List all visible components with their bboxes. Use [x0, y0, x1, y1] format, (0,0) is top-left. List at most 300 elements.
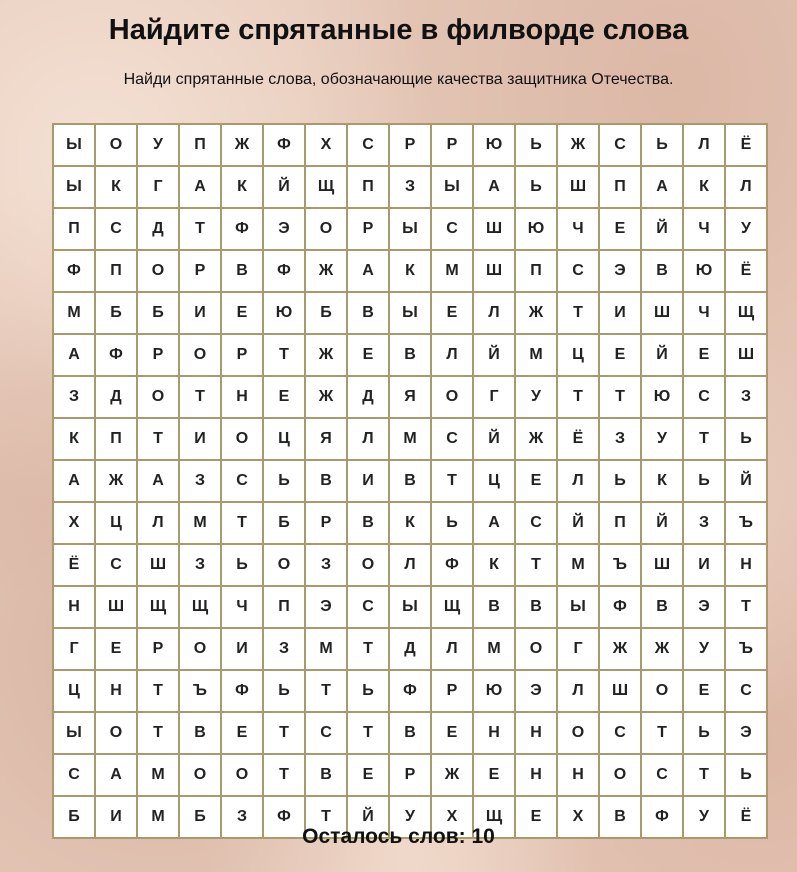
- letter-cell[interactable]: Х: [305, 124, 347, 166]
- letter-cell[interactable]: А: [137, 460, 179, 502]
- letter-cell[interactable]: Ш: [641, 544, 683, 586]
- letter-cell[interactable]: Ш: [473, 250, 515, 292]
- letter-cell[interactable]: П: [179, 124, 221, 166]
- letter-cell[interactable]: Т: [137, 670, 179, 712]
- letter-cell[interactable]: О: [137, 376, 179, 418]
- letter-cell[interactable]: Ш: [725, 334, 767, 376]
- letter-cell[interactable]: Й: [725, 460, 767, 502]
- grid-row: [53, 754, 767, 796]
- letter-cell[interactable]: Ё: [725, 124, 767, 166]
- letter-cell[interactable]: Д: [347, 376, 389, 418]
- letter-cell[interactable]: Г: [53, 628, 95, 670]
- letter-cell[interactable]: О: [95, 712, 137, 754]
- letter-cell[interactable]: Д: [389, 628, 431, 670]
- letter-cell[interactable]: Ь: [221, 544, 263, 586]
- letter-cell[interactable]: З: [179, 544, 221, 586]
- letter-cell[interactable]: Е: [683, 334, 725, 376]
- letter-cell[interactable]: И: [95, 796, 137, 838]
- letter-cell[interactable]: Т: [263, 334, 305, 376]
- letter-cell[interactable]: С: [305, 712, 347, 754]
- letter-cell[interactable]: Я: [305, 418, 347, 460]
- letter-cell[interactable]: Щ: [179, 586, 221, 628]
- letter-cell[interactable]: К: [683, 166, 725, 208]
- letter-cell[interactable]: Щ: [473, 796, 515, 838]
- letter-cell[interactable]: Н: [221, 376, 263, 418]
- letter-cell[interactable]: Л: [557, 670, 599, 712]
- letter-cell[interactable]: Н: [53, 586, 95, 628]
- letter-cell[interactable]: Ж: [515, 418, 557, 460]
- letter-cell[interactable]: Ь: [599, 460, 641, 502]
- letter-cell[interactable]: Е: [431, 712, 473, 754]
- letter-cell[interactable]: П: [53, 208, 95, 250]
- letter-cell[interactable]: Э: [305, 586, 347, 628]
- letter-cell[interactable]: С: [95, 208, 137, 250]
- letter-cell[interactable]: Щ: [431, 586, 473, 628]
- letter-cell[interactable]: Ж: [557, 124, 599, 166]
- letter-cell[interactable]: П: [95, 418, 137, 460]
- letter-cell[interactable]: М: [431, 250, 473, 292]
- letter-cell[interactable]: У: [725, 208, 767, 250]
- letter-cell[interactable]: Ь: [725, 754, 767, 796]
- letter-cell[interactable]: Е: [221, 712, 263, 754]
- letter-cell[interactable]: Ы: [53, 712, 95, 754]
- letter-cell[interactable]: Ш: [473, 208, 515, 250]
- letter-cell[interactable]: К: [389, 502, 431, 544]
- letter-cell[interactable]: Е: [95, 628, 137, 670]
- letter-cell[interactable]: Э: [599, 250, 641, 292]
- letter-cell[interactable]: В: [305, 460, 347, 502]
- letter-cell[interactable]: Р: [305, 502, 347, 544]
- letter-cell[interactable]: Ы: [557, 586, 599, 628]
- letter-cell[interactable]: Ш: [137, 544, 179, 586]
- letter-cell[interactable]: Ф: [53, 250, 95, 292]
- letter-cell[interactable]: Т: [599, 376, 641, 418]
- letter-cell[interactable]: Щ: [305, 166, 347, 208]
- letter-cell[interactable]: И: [599, 292, 641, 334]
- letter-cell[interactable]: С: [347, 586, 389, 628]
- letter-cell[interactable]: Щ: [137, 586, 179, 628]
- letter-cell[interactable]: Ю: [473, 124, 515, 166]
- letter-cell[interactable]: Д: [137, 208, 179, 250]
- letter-cell[interactable]: А: [641, 166, 683, 208]
- letter-cell[interactable]: К: [473, 544, 515, 586]
- letter-cell[interactable]: Т: [305, 796, 347, 838]
- letter-cell[interactable]: П: [347, 166, 389, 208]
- letter-cell[interactable]: Р: [137, 334, 179, 376]
- letter-cell[interactable]: У: [683, 796, 725, 838]
- letter-cell[interactable]: Ч: [683, 208, 725, 250]
- letter-cell[interactable]: З: [221, 796, 263, 838]
- letter-cell[interactable]: И: [179, 292, 221, 334]
- letter-cell[interactable]: К: [53, 418, 95, 460]
- letter-cell[interactable]: Т: [725, 586, 767, 628]
- letter-cell[interactable]: М: [137, 796, 179, 838]
- grid-row: [53, 334, 767, 376]
- letter-cell[interactable]: В: [641, 250, 683, 292]
- letter-cell[interactable]: М: [473, 628, 515, 670]
- letter-cell[interactable]: О: [347, 544, 389, 586]
- letter-cell[interactable]: Ф: [263, 124, 305, 166]
- letter-cell[interactable]: Ё: [53, 544, 95, 586]
- letter-cell[interactable]: А: [473, 502, 515, 544]
- letter-cell[interactable]: Н: [515, 712, 557, 754]
- letter-cell[interactable]: В: [641, 586, 683, 628]
- letter-cell[interactable]: С: [221, 460, 263, 502]
- letter-cell[interactable]: Л: [389, 544, 431, 586]
- letter-cell[interactable]: Л: [137, 502, 179, 544]
- letter-cell[interactable]: Й: [263, 166, 305, 208]
- letter-cell[interactable]: Ь: [683, 712, 725, 754]
- letter-cell[interactable]: Т: [431, 460, 473, 502]
- letter-cell[interactable]: Ь: [515, 124, 557, 166]
- letter-cell[interactable]: Л: [725, 166, 767, 208]
- letter-cell[interactable]: С: [53, 754, 95, 796]
- letter-cell[interactable]: Г: [137, 166, 179, 208]
- letter-cell[interactable]: Э: [683, 586, 725, 628]
- letter-cell[interactable]: Ж: [95, 460, 137, 502]
- letter-cell[interactable]: О: [221, 754, 263, 796]
- letter-cell[interactable]: З: [599, 418, 641, 460]
- letter-cell[interactable]: Ж: [431, 754, 473, 796]
- letter-cell[interactable]: Ы: [53, 124, 95, 166]
- letter-cell[interactable]: А: [347, 250, 389, 292]
- letter-cell[interactable]: У: [389, 796, 431, 838]
- letter-cell[interactable]: Б: [305, 292, 347, 334]
- letter-cell[interactable]: И: [179, 418, 221, 460]
- letter-cell[interactable]: Ф: [599, 586, 641, 628]
- letter-cell[interactable]: В: [473, 586, 515, 628]
- letter-cell[interactable]: З: [305, 544, 347, 586]
- letter-cell[interactable]: В: [221, 250, 263, 292]
- letter-cell[interactable]: В: [515, 586, 557, 628]
- letter-cell[interactable]: К: [95, 166, 137, 208]
- letter-cell[interactable]: С: [515, 502, 557, 544]
- letter-cell[interactable]: Ё: [725, 796, 767, 838]
- letter-cell[interactable]: Е: [515, 460, 557, 502]
- letter-cell[interactable]: Ф: [389, 670, 431, 712]
- letter-cell[interactable]: К: [641, 460, 683, 502]
- letter-cell[interactable]: К: [389, 250, 431, 292]
- letter-cell[interactable]: Е: [599, 208, 641, 250]
- letter-cell[interactable]: С: [641, 754, 683, 796]
- letter-cell[interactable]: Ч: [221, 586, 263, 628]
- grid-row: [53, 628, 767, 670]
- letter-cell[interactable]: З: [179, 460, 221, 502]
- letter-cell[interactable]: У: [515, 376, 557, 418]
- letter-cell[interactable]: В: [389, 712, 431, 754]
- letter-cell[interactable]: С: [431, 418, 473, 460]
- letter-cell[interactable]: О: [179, 628, 221, 670]
- letter-cell[interactable]: З: [725, 376, 767, 418]
- letter-cell[interactable]: А: [473, 166, 515, 208]
- letter-cell[interactable]: Е: [431, 292, 473, 334]
- letter-cell[interactable]: Т: [641, 712, 683, 754]
- letter-cell[interactable]: О: [599, 754, 641, 796]
- letter-cell[interactable]: Ц: [473, 460, 515, 502]
- letter-cell[interactable]: Ж: [641, 628, 683, 670]
- letter-cell[interactable]: Э: [515, 670, 557, 712]
- letter-cell[interactable]: В: [305, 754, 347, 796]
- letter-cell[interactable]: Ж: [305, 250, 347, 292]
- letter-cell[interactable]: Ь: [725, 418, 767, 460]
- letter-cell[interactable]: М: [305, 628, 347, 670]
- letter-cell[interactable]: Р: [431, 670, 473, 712]
- letter-cell[interactable]: Э: [725, 712, 767, 754]
- letter-cell[interactable]: Щ: [725, 292, 767, 334]
- letter-cell[interactable]: Ъ: [179, 670, 221, 712]
- letter-cell[interactable]: Т: [557, 376, 599, 418]
- letter-cell[interactable]: Ф: [221, 670, 263, 712]
- letter-cell[interactable]: Р: [179, 250, 221, 292]
- letter-cell[interactable]: З: [683, 502, 725, 544]
- letter-cell[interactable]: У: [137, 124, 179, 166]
- letter-cell[interactable]: О: [179, 754, 221, 796]
- letter-cell[interactable]: Т: [137, 418, 179, 460]
- letter-cell[interactable]: Й: [557, 502, 599, 544]
- letter-cell[interactable]: Ю: [515, 208, 557, 250]
- words-remaining-label: Осталось слов:: [302, 825, 466, 848]
- letter-cell[interactable]: Б: [263, 502, 305, 544]
- letter-cell[interactable]: О: [263, 544, 305, 586]
- letter-cell[interactable]: Ф: [95, 334, 137, 376]
- letter-cell[interactable]: Р: [221, 334, 263, 376]
- letter-cell[interactable]: Ь: [263, 670, 305, 712]
- letter-cell[interactable]: Л: [347, 418, 389, 460]
- letter-cell[interactable]: Й: [473, 418, 515, 460]
- letter-cell[interactable]: Ж: [599, 628, 641, 670]
- letter-cell[interactable]: Ф: [221, 208, 263, 250]
- letter-cell[interactable]: Е: [263, 376, 305, 418]
- letter-cell[interactable]: Х: [53, 502, 95, 544]
- letter-cell[interactable]: Ш: [641, 292, 683, 334]
- letter-cell[interactable]: Ё: [725, 250, 767, 292]
- letter-cell[interactable]: О: [641, 670, 683, 712]
- letter-cell[interactable]: Т: [263, 754, 305, 796]
- letter-cell[interactable]: П: [263, 586, 305, 628]
- page-title: Найдите спрятанные в филворде слова: [108, 14, 689, 46]
- letter-cell[interactable]: Ц: [263, 418, 305, 460]
- letter-cell[interactable]: Е: [221, 292, 263, 334]
- letter-cell[interactable]: Т: [179, 376, 221, 418]
- letter-cell[interactable]: Л: [557, 460, 599, 502]
- letter-cell[interactable]: Ц: [95, 502, 137, 544]
- letter-cell[interactable]: Б: [95, 292, 137, 334]
- letter-cell[interactable]: С: [599, 712, 641, 754]
- letter-cell[interactable]: Ж: [515, 292, 557, 334]
- letter-cell[interactable]: Й: [641, 502, 683, 544]
- grid-row: [53, 250, 767, 292]
- letter-cell[interactable]: Ь: [263, 460, 305, 502]
- letter-cell[interactable]: Ь: [683, 460, 725, 502]
- letter-cell[interactable]: Ъ: [725, 628, 767, 670]
- letter-cell[interactable]: П: [95, 250, 137, 292]
- letter-cell[interactable]: Р: [431, 124, 473, 166]
- letter-cell[interactable]: Е: [347, 334, 389, 376]
- letter-cell[interactable]: Ы: [389, 586, 431, 628]
- letter-cell[interactable]: Г: [473, 376, 515, 418]
- letter-cell[interactable]: Ш: [599, 670, 641, 712]
- letter-cell[interactable]: Т: [263, 712, 305, 754]
- letter-cell[interactable]: В: [179, 712, 221, 754]
- letter-cell[interactable]: Н: [515, 754, 557, 796]
- letter-cell[interactable]: С: [347, 124, 389, 166]
- letter-cell[interactable]: М: [179, 502, 221, 544]
- letter-cell[interactable]: Л: [431, 628, 473, 670]
- letter-cell[interactable]: Ш: [95, 586, 137, 628]
- letter-cell[interactable]: Т: [515, 544, 557, 586]
- letter-cell[interactable]: В: [347, 502, 389, 544]
- letter-cell[interactable]: И: [683, 544, 725, 586]
- letter-cell[interactable]: М: [557, 544, 599, 586]
- letter-cell[interactable]: Й: [347, 796, 389, 838]
- letter-cell[interactable]: Ч: [557, 208, 599, 250]
- grid-row: [53, 124, 767, 166]
- letter-cell[interactable]: С: [599, 124, 641, 166]
- letter-cell[interactable]: Ь: [515, 166, 557, 208]
- letter-cell[interactable]: С: [557, 250, 599, 292]
- letter-cell[interactable]: Е: [599, 334, 641, 376]
- letter-cell[interactable]: Т: [305, 670, 347, 712]
- letter-cell[interactable]: Р: [389, 124, 431, 166]
- letter-cell[interactable]: А: [53, 460, 95, 502]
- letter-cell[interactable]: О: [305, 208, 347, 250]
- letter-cell[interactable]: М: [53, 292, 95, 334]
- letter-cell[interactable]: Ю: [473, 670, 515, 712]
- letter-cell[interactable]: Т: [347, 712, 389, 754]
- letter-cell[interactable]: З: [263, 628, 305, 670]
- letter-cell[interactable]: В: [347, 292, 389, 334]
- letter-cell[interactable]: О: [221, 418, 263, 460]
- letter-cell[interactable]: Б: [53, 796, 95, 838]
- letter-cell[interactable]: В: [389, 460, 431, 502]
- letter-cell[interactable]: С: [431, 208, 473, 250]
- letter-cell[interactable]: Ж: [221, 124, 263, 166]
- letter-cell[interactable]: П: [599, 502, 641, 544]
- letter-cell[interactable]: Б: [179, 796, 221, 838]
- letter-cell[interactable]: А: [53, 334, 95, 376]
- letter-cell[interactable]: Е: [473, 754, 515, 796]
- letter-cell[interactable]: С: [95, 544, 137, 586]
- letter-cell[interactable]: Р: [137, 628, 179, 670]
- letter-cell[interactable]: О: [179, 334, 221, 376]
- letter-cell[interactable]: Ю: [683, 250, 725, 292]
- letter-cell[interactable]: О: [137, 250, 179, 292]
- letter-cell[interactable]: Е: [347, 754, 389, 796]
- letter-cell[interactable]: Н: [557, 754, 599, 796]
- letter-cell[interactable]: М: [515, 334, 557, 376]
- letter-cell[interactable]: Й: [641, 334, 683, 376]
- letter-cell[interactable]: Д: [95, 376, 137, 418]
- letter-cell[interactable]: А: [179, 166, 221, 208]
- letter-cell[interactable]: Н: [725, 544, 767, 586]
- letter-cell[interactable]: Т: [683, 754, 725, 796]
- grid-row: [53, 376, 767, 418]
- letter-cell[interactable]: Т: [683, 418, 725, 460]
- letter-cell[interactable]: Ы: [389, 208, 431, 250]
- letter-cell[interactable]: О: [95, 124, 137, 166]
- letter-cell[interactable]: М: [137, 754, 179, 796]
- letter-cell[interactable]: О: [431, 376, 473, 418]
- letter-cell[interactable]: П: [515, 250, 557, 292]
- letter-cell[interactable]: Л: [473, 292, 515, 334]
- letter-cell[interactable]: Ш: [557, 166, 599, 208]
- letter-cell[interactable]: Ё: [557, 418, 599, 460]
- letter-cell[interactable]: Т: [347, 628, 389, 670]
- letter-cell[interactable]: К: [221, 166, 263, 208]
- letter-cell[interactable]: Х: [431, 796, 473, 838]
- letter-cell[interactable]: Х: [557, 796, 599, 838]
- letter-cell[interactable]: Т: [137, 712, 179, 754]
- letter-cell[interactable]: П: [599, 166, 641, 208]
- letter-cell[interactable]: Ц: [557, 334, 599, 376]
- letter-cell[interactable]: С: [683, 376, 725, 418]
- letter-cell[interactable]: Ю: [641, 376, 683, 418]
- letter-cell[interactable]: Й: [473, 334, 515, 376]
- letter-cell[interactable]: О: [557, 712, 599, 754]
- letter-cell[interactable]: Ь: [347, 670, 389, 712]
- letter-cell[interactable]: Ь: [641, 124, 683, 166]
- letter-cell[interactable]: З: [389, 166, 431, 208]
- letter-cell[interactable]: Ж: [305, 376, 347, 418]
- grid-row: [53, 166, 767, 208]
- letter-cell[interactable]: Ф: [431, 544, 473, 586]
- letter-cell[interactable]: Ф: [263, 796, 305, 838]
- letter-cell[interactable]: В: [389, 334, 431, 376]
- letter-cell[interactable]: Ъ: [725, 502, 767, 544]
- letter-cell[interactable]: И: [221, 628, 263, 670]
- letter-cell[interactable]: Ч: [683, 292, 725, 334]
- letter-cell[interactable]: Ж: [305, 334, 347, 376]
- letter-cell[interactable]: Т: [557, 292, 599, 334]
- letter-cell[interactable]: Г: [557, 628, 599, 670]
- letter-cell[interactable]: Ы: [431, 166, 473, 208]
- letter-cell[interactable]: Т: [221, 502, 263, 544]
- letter-cell[interactable]: Е: [683, 670, 725, 712]
- letter-cell[interactable]: И: [347, 460, 389, 502]
- letter-cell[interactable]: У: [683, 628, 725, 670]
- letter-cell[interactable]: Е: [515, 796, 557, 838]
- letter-cell[interactable]: Н: [95, 670, 137, 712]
- letter-cell[interactable]: А: [95, 754, 137, 796]
- letter-cell[interactable]: О: [515, 628, 557, 670]
- letter-cell[interactable]: З: [53, 376, 95, 418]
- letter-cell[interactable]: Р: [347, 208, 389, 250]
- letter-cell[interactable]: Ы: [53, 166, 95, 208]
- letter-cell[interactable]: Й: [641, 208, 683, 250]
- letter-cell[interactable]: Ь: [431, 502, 473, 544]
- letter-cell[interactable]: Ф: [263, 250, 305, 292]
- letter-cell[interactable]: Ю: [263, 292, 305, 334]
- grid-row: [53, 544, 767, 586]
- letter-cell[interactable]: Э: [263, 208, 305, 250]
- letter-cell[interactable]: Ы: [389, 292, 431, 334]
- letter-cell[interactable]: Р: [389, 754, 431, 796]
- letter-cell[interactable]: М: [389, 418, 431, 460]
- letter-cell[interactable]: У: [641, 418, 683, 460]
- letter-cell[interactable]: Т: [179, 208, 221, 250]
- letter-cell[interactable]: Ц: [53, 670, 95, 712]
- letter-cell[interactable]: Н: [473, 712, 515, 754]
- letter-cell[interactable]: Л: [683, 124, 725, 166]
- letter-cell[interactable]: Л: [431, 334, 473, 376]
- letter-cell[interactable]: В: [599, 796, 641, 838]
- wordsearch-grid: [52, 123, 768, 839]
- letter-cell[interactable]: Я: [389, 376, 431, 418]
- letter-cell[interactable]: С: [725, 670, 767, 712]
- letter-cell[interactable]: Ъ: [599, 544, 641, 586]
- letter-cell[interactable]: Б: [137, 292, 179, 334]
- letter-cell[interactable]: Ф: [641, 796, 683, 838]
